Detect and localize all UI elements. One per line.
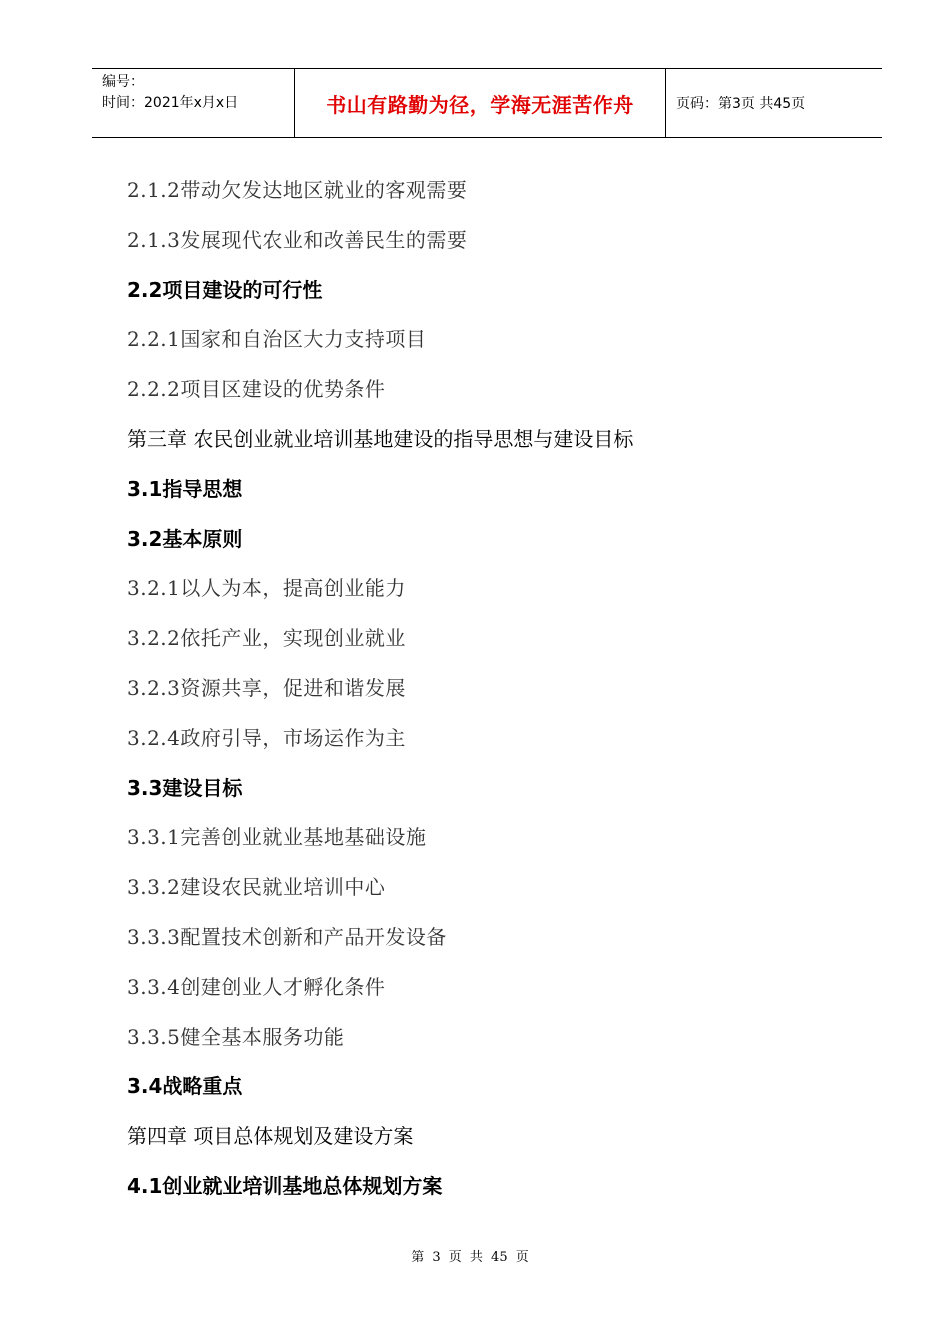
toc-entry: 3.2.1以人为本，提高创业能力: [127, 576, 406, 601]
header-page-cell: [666, 69, 882, 137]
toc-entry: 3.3.4创建创业人才孵化条件: [127, 974, 386, 999]
toc-entry: 3.2.4政府引导，市场运作为主: [127, 725, 406, 750]
toc-entry: 3.2.2依托产业，实现创业就业: [127, 626, 406, 651]
table-of-contents: [127, 172, 867, 1218]
toc-entry: 3.1指导思想: [127, 476, 243, 501]
header-page-info: 页码：第3页 共45页: [676, 96, 806, 112]
toc-entry: 2.2项目建设的可行性: [127, 277, 323, 302]
toc-entry: 2.1.2带动欠发达地区就业的客观需要: [127, 178, 468, 202]
header-meta: [92, 69, 294, 137]
toc-entry: 3.4战略重点: [127, 1074, 243, 1099]
toc-entry: 3.3建设目标: [127, 775, 243, 800]
page-header: [92, 68, 882, 138]
document-time-label: 时间：2021年x月x日: [102, 95, 239, 111]
document-code-label: 编号：: [102, 74, 144, 90]
page-footer: [0, 1246, 950, 1265]
header-motto-cell: [294, 69, 666, 137]
header-motto: 书山有路勤为径，学海无涯苦作舟: [326, 92, 634, 117]
toc-entry: 2.2.1国家和自治区大力支持项目: [127, 327, 427, 352]
toc-entry: 第四章 项目总体规划及建设方案: [127, 1124, 414, 1149]
toc-entry: 3.2基本原则: [127, 526, 243, 551]
toc-entry: 3.3.5健全基本服务功能: [127, 1024, 345, 1049]
toc-entry: 3.3.3配置技术创新和产品开发设备: [127, 924, 447, 949]
toc-entry: 3.3.2建设农民就业培训中心: [127, 875, 386, 900]
toc-entry: 2.2.2项目区建设的优势条件: [127, 377, 386, 402]
footer-page-number: 第 3 页 共 45 页: [411, 1250, 529, 1265]
toc-entry: 3.3.1完善创业就业基地基础设施: [127, 825, 427, 850]
toc-entry: 3.2.3资源共享，促进和谐发展: [127, 675, 406, 700]
toc-entry: 4.1创业就业培训基地总体规划方案: [127, 1173, 443, 1198]
toc-entry: 第三章 农民创业就业培训基地建设的指导思想与建设目标: [127, 426, 634, 451]
toc-entry: 2.1.3发展现代农业和改善民生的需要: [127, 227, 468, 252]
